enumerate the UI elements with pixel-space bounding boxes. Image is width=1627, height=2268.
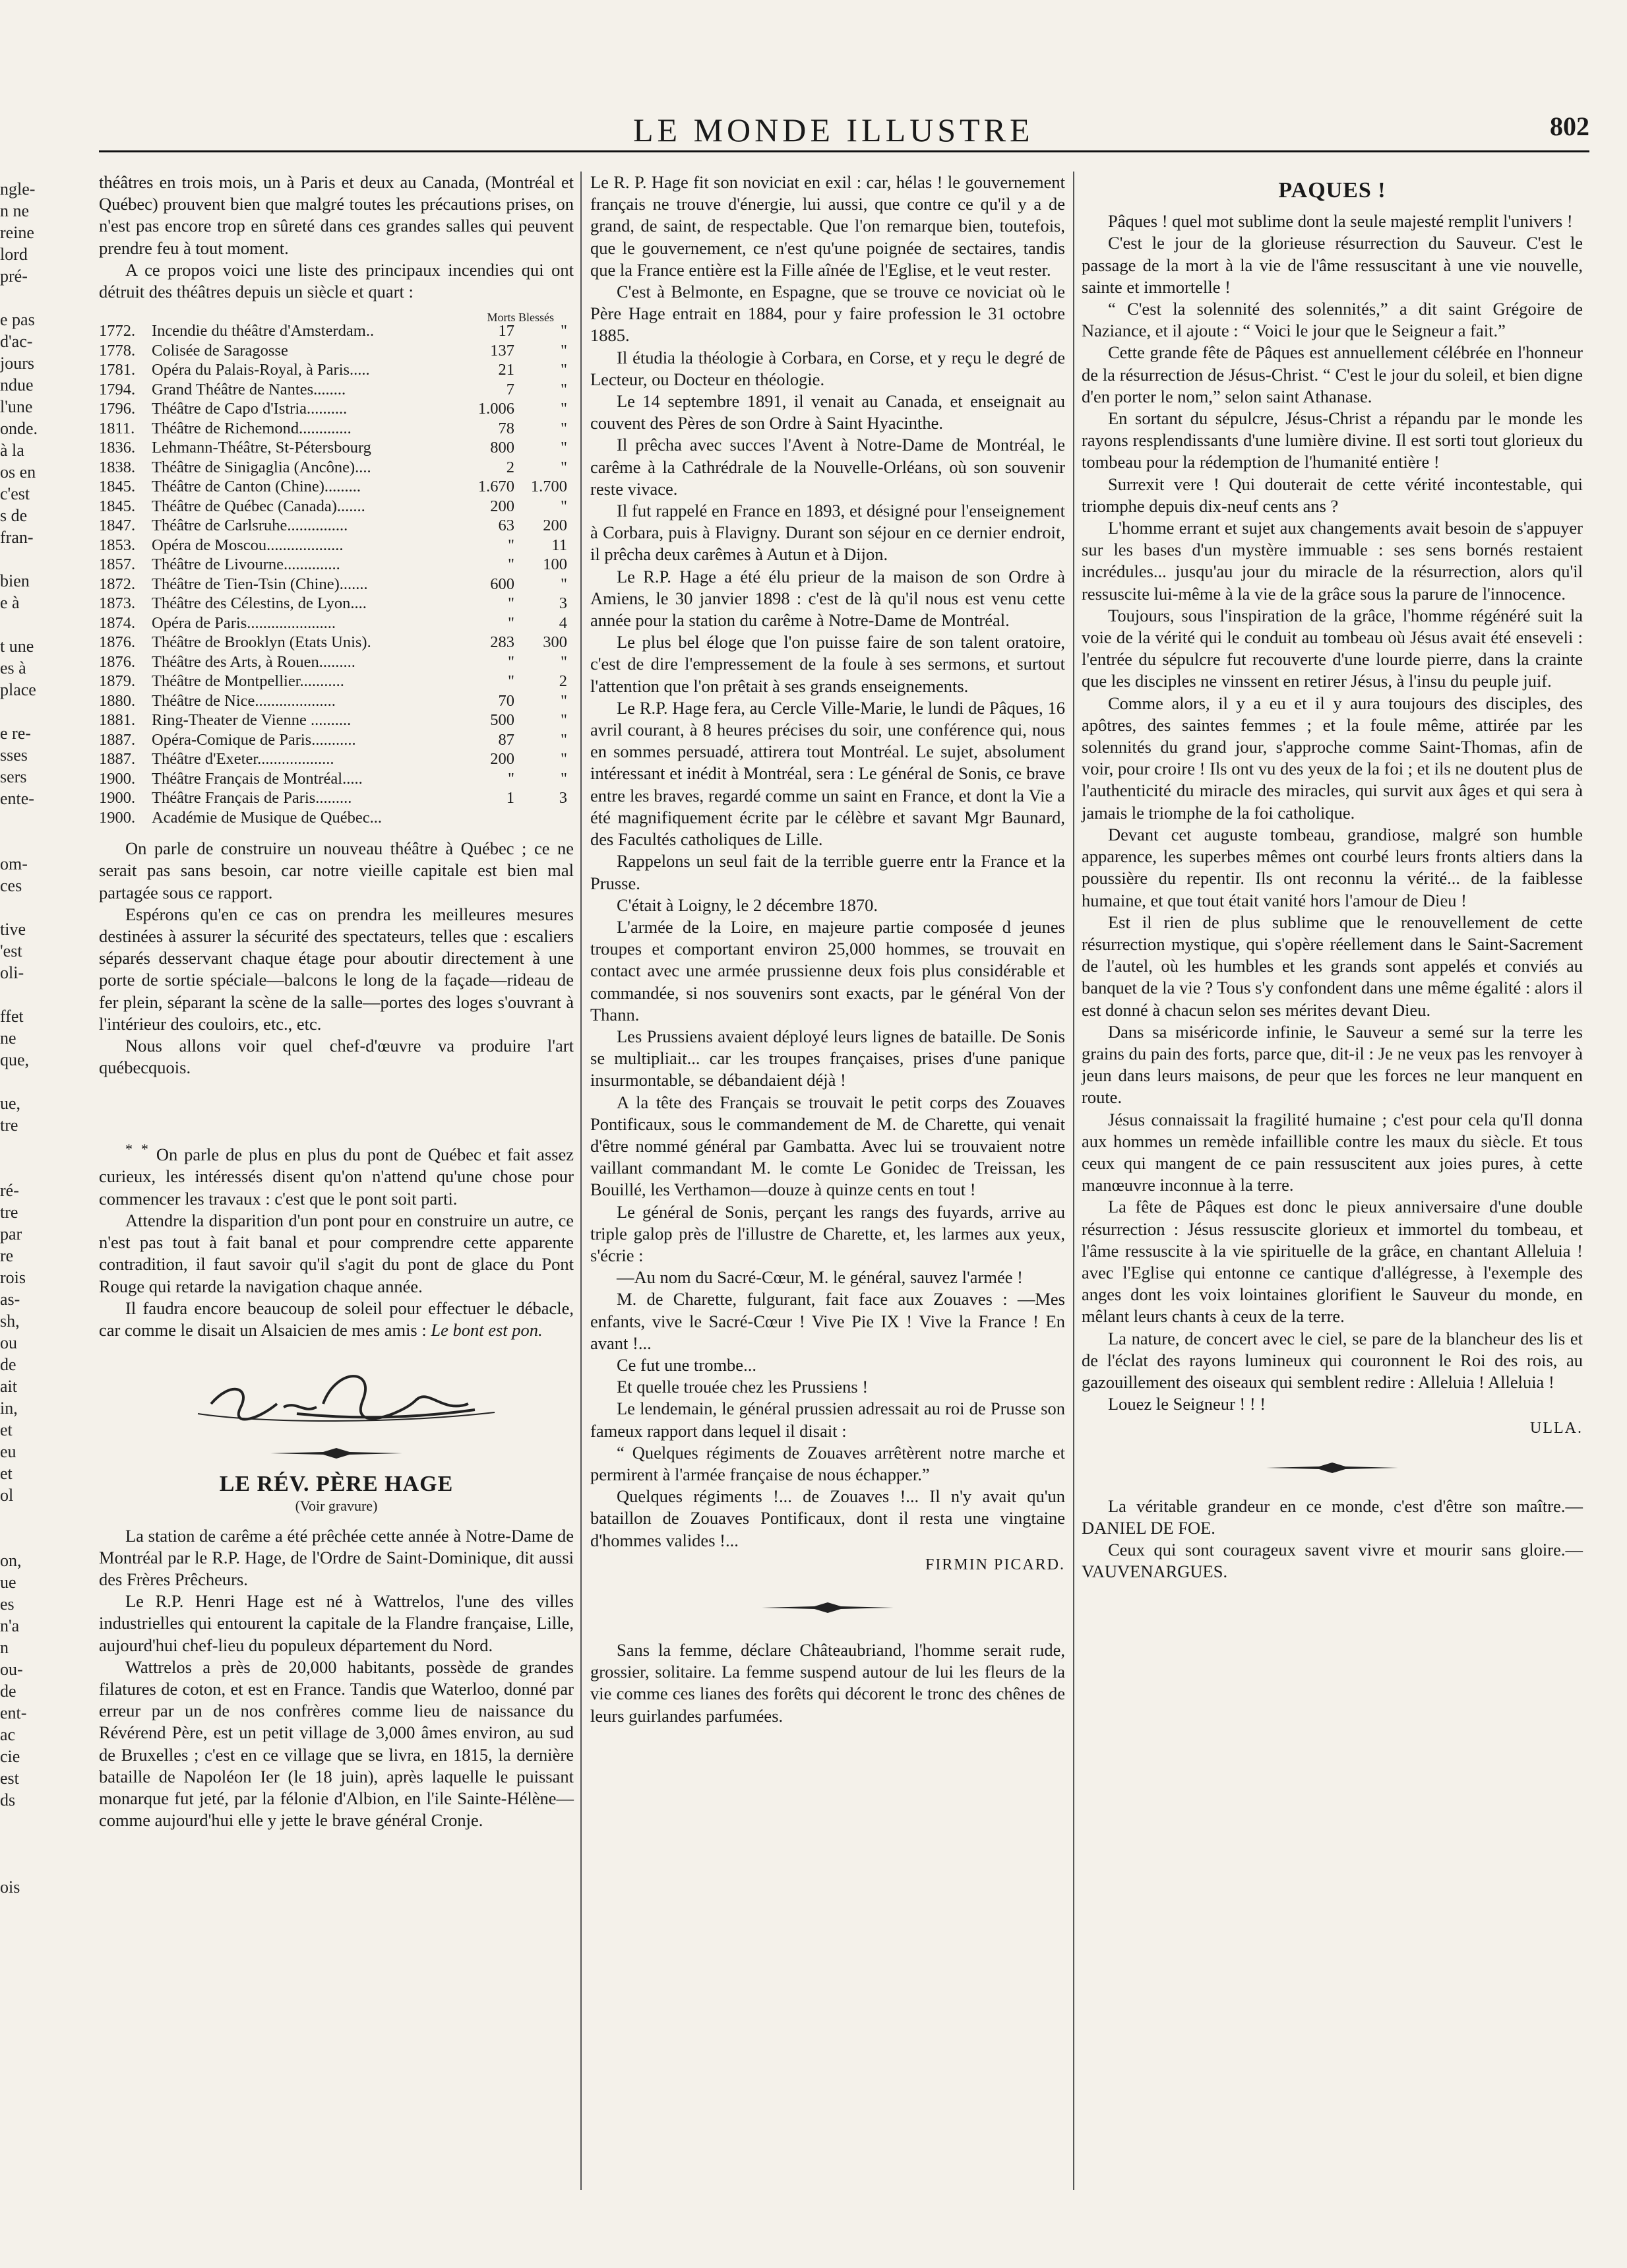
table-cell-injured: 3 <box>559 789 567 807</box>
table-cell-name: Opéra de Moscou................... <box>152 536 344 554</box>
paragraph: Pâques ! quel mot sublime dont la seule majesté remplit l'univers ! <box>1108 211 1573 232</box>
paragraph: “ C'est la solennité des solennités,” a dit saint Grégoire de Naziance, et il ajoute : “ Voici le jour que le Seigneur a fait.” <box>1082 299 1583 341</box>
margin-text: à la <box>0 441 24 460</box>
margin-text: par <box>0 1224 22 1244</box>
table-cell-year: 1847. <box>99 517 136 535</box>
table-cell-year: 1781. <box>99 361 136 379</box>
table-cell-dead: 800 <box>490 439 514 457</box>
margin-text: cie <box>0 1747 20 1766</box>
column-3 <box>1082 172 1583 1583</box>
table-cell-name: Opéra de Paris...................... <box>152 614 336 632</box>
table-cell-name: Ring-Theater de Vienne .......... <box>152 711 352 730</box>
margin-text: c'est <box>0 484 30 503</box>
table-cell-name: Opéra-Comique de Paris........... <box>152 730 356 749</box>
table-cell-dead: 17 <box>498 322 514 340</box>
table-cell-dead: " <box>507 769 514 788</box>
table-cell-year: 1778. <box>99 341 136 360</box>
margin-text <box>0 1854 46 1876</box>
table-cell-dead: 63 <box>498 517 514 535</box>
paragraph: Est il rien de plus sublime que le renouvellement de cette résurrection mystique, qui s'opère réellement dans le Saint-Sacrement de l'autel, où les humbles et les grands sont appelés et conviés au banquet de la vie ? Tous s'y confondent dans une même égalité : alors il est donné à chacun selon ses mérites devant Dieu. <box>1082 912 1583 1020</box>
table-cell-year: 1811. <box>99 419 135 437</box>
table-cell-dead: 87 <box>498 730 514 749</box>
margin-text: onde. <box>0 419 38 438</box>
author-signature: ULLA. <box>1530 1420 1583 1437</box>
table-cell-name: Théâtre de Richemond............. <box>152 419 352 437</box>
table-row <box>99 710 574 730</box>
margin-text: de <box>0 1682 16 1701</box>
table-row <box>99 575 574 594</box>
table-cell-injured: " <box>560 322 567 340</box>
table-row <box>99 769 574 789</box>
table-cell-injured: " <box>560 691 567 710</box>
table-cell-dead: 1 <box>506 789 514 807</box>
paragraph: On parle de construire un nouveau théâtre à Québec ; ce ne serait pas sans besoin, car notre vieille capitale est bien mal partagée sous ce rapport. <box>99 838 574 902</box>
table-cell-name: Théâtre des Arts, à Rouen......... <box>152 652 355 671</box>
paragraph: Quelques régiments !... de Zouaves !... Il n'y avait qu'un bataillon de Zouaves Pontificaux, dont il resta une vingtaine d'hommes valides !... <box>590 1486 1065 1550</box>
paragraph: A la tête des Français se trouvait le petit corps des Zouaves Pontificaux, sous le commandement de M. de Charette, qui venait d'être nommé général par Gambatta. Avec lui se trouvaient notre vaillant commandant M. le comte Le Gonidec de Treissan, les Bouillé, les Verthamon—douze à quinze cents en tout ! <box>590 1092 1065 1200</box>
margin-text: ffet <box>0 1007 24 1026</box>
table-cell-injured: " <box>560 750 567 769</box>
table-row <box>99 438 574 458</box>
paragraph: Rappelons un seul fait de la terrible guerre entr la France et la Prusse. <box>590 851 1065 893</box>
table-row <box>99 360 574 380</box>
paragraph: Le R.P. Hage fera, au Cercle Ville-Marie, le lundi de Pâques, 16 avril courant, à 8 heures précises du soir, une conférence qui, nous en sommes persuadé, attirera tout Montréal. Le sujet, absolument intéressant et inédit à Montréal, sera : Le général de Sonis, ce brave entre les braves, regardé comme un saint en France, et dont la Vie a été magnifiquement écrite par le célèbre et savant Mgr Baunard, des Facultés catholiques de Lille. <box>590 697 1065 850</box>
paragraph: Attendre la disparition d'un pont pour en construire un autre, ce n'est pas tout à fait banal et pour comprendre cette apparente contradition, il faut savoir qu'il s'agit du pont de glace du Pont Rouge qui retarde la navigation chaque année. <box>99 1210 574 1296</box>
margin-text: et <box>0 1420 13 1439</box>
table-cell-year: 1853. <box>99 536 136 554</box>
margin-text: ac <box>0 1725 16 1744</box>
margin-text: n <box>0 1638 9 1657</box>
margin-text: ré- <box>0 1181 19 1200</box>
paragraph: La véritable grandeur en ce monde, c'est d'être son maître.—DANIEL DE FOE. <box>1082 1496 1583 1538</box>
margin-text: ol <box>0 1486 14 1505</box>
asterism: * * <box>125 1141 150 1158</box>
table-row <box>99 536 574 555</box>
margin-text: ent- <box>0 1703 27 1722</box>
margin-text <box>0 287 46 309</box>
table-cell-dead: 600 <box>490 575 514 593</box>
table-cell-injured: " <box>560 711 567 730</box>
margin-text: s de <box>0 506 28 525</box>
paragraph: C'est le jour de la glorieuse résurrection du Sauveur. C'est le passage de la mort à la vie de l'âme ressuscitant à une vie nouvelle, sainte et immortelle ! <box>1082 233 1583 297</box>
margin-text: sers <box>0 767 27 786</box>
margin-text: d'ac- <box>0 332 33 351</box>
margin-text: e re- <box>0 724 31 743</box>
margin-text: jours <box>0 354 34 373</box>
table-cell-year: 1887. <box>99 750 136 769</box>
table-cell-name: Théâtre de Brooklyn (Etats Unis). <box>152 633 371 652</box>
column-divider <box>1073 172 1074 2190</box>
paragraph: Il étudia la théologie à Corbara, en Corse, et y reçu le degré de Lecteur, ou Docteur en théologie. <box>590 347 1065 389</box>
paragraph: Nous allons voir quel chef-d'œuvre va produire l'art québecquois. <box>99 1036 574 1078</box>
margin-text: sses <box>0 745 28 765</box>
table-cell-name: Théâtre Français de Paris......... <box>152 789 352 807</box>
paragraph: Et quelle trouée chez les Prussiens ! <box>617 1377 869 1397</box>
margin-text: et <box>0 1464 13 1483</box>
paragraph: Toujours, sous l'inspiration de la grâce, l'homme régénéré suit la voie de la vérité qui le conduit au tombeau où Jésus avait été enseveli : l'entrée du sépulcre fut recouverte d'une lourde pierre, dans la crainte que les disciples ne vinssent en retirer Jésus, à l'insu du peuple juif. <box>1082 605 1583 691</box>
margin-text: ds <box>0 1790 16 1810</box>
margin-text: ngle- <box>0 179 36 199</box>
paragraph: Sans la femme, déclare Châteaubriand, l'homme serait rude, grossier, solitaire. La femme suspend autour de lui les fleurs de la vie comme ces lianes des forêts qui décorent le tronc des chênes de leurs guirlandes parfumées. <box>590 1640 1065 1726</box>
paragraph: Il faudra encore beaucoup de soleil pour effectuer le débacle, car comme le disait un Alsaicien de mes amis : <box>99 1298 574 1340</box>
table-row <box>99 399 574 419</box>
table-cell-injured: " <box>560 730 567 749</box>
margin-text: n'a <box>0 1616 20 1635</box>
paragraph: Comme alors, il y a eu et il y aura toujours des disciples, des apôtres, des saintes femmes ; et la foule même, attirée par les solennités du grand jour, s'approche comme Saint-Thomas, afin de voir, pour croire ! Ils ont vu des yeux de la foi ; et ils ne doutent plus de l'authenticité du miracle des miracles, qui survit aux âges et qui sera à jamais le triomphe de la foi catholique. <box>1082 693 1583 823</box>
margin-text <box>0 1811 46 1833</box>
table-cell-injured: " <box>560 497 567 515</box>
margin-text: on, <box>0 1551 22 1570</box>
table-cell-year: 1796. <box>99 400 136 418</box>
margin-text: pré- <box>0 267 28 286</box>
margin-text: tre <box>0 1203 18 1222</box>
paragraph: Dans sa miséricorde infinie, le Sauveur a semé sur la terre les grains du pain des forts, parce que, dit-il : Je ne veux pas les renvoyer à jeun dans leurs maisons, de peur que les forces ne leur manquent en route. <box>1082 1021 1583 1108</box>
table-cell-name: Théâtre Français de Montréal..... <box>152 769 363 788</box>
margin-text <box>0 1833 46 1854</box>
paragraph: Le R.P. Henri Hage est né à Wattrelos, l'une des villes industrielles qui entourent la capitale de la Flandre française, Lille, aujourd'hui chef-lieu du populeux département du Nord. <box>99 1591 574 1655</box>
margin-text <box>0 809 46 831</box>
table-cell-year: 1872. <box>99 575 136 593</box>
margin-text: est <box>0 1769 19 1788</box>
table-row <box>99 652 574 672</box>
table-cell-dead: 78 <box>498 419 514 437</box>
paragraph: Ceux qui sont courageux savent vivre et mourir sans gloire.—VAUVENARGUES. <box>1082 1539 1583 1582</box>
table-cell-injured: " <box>560 380 567 398</box>
table-cell-injured <box>514 808 567 828</box>
table-cell-year: 1876. <box>99 652 136 671</box>
table-cell-year: 1845. <box>99 497 136 515</box>
table-row <box>99 516 574 536</box>
table-row <box>99 808 574 828</box>
margin-text: ois <box>0 1877 20 1897</box>
margin-text: es <box>0 1594 15 1614</box>
margin-text: tre <box>0 1116 18 1135</box>
table-cell-dead <box>462 808 514 828</box>
table-cell-name: Théâtre de Canton (Chine)......... <box>152 478 361 496</box>
column-1 <box>99 172 574 1831</box>
divider-ornament <box>99 1440 574 1466</box>
quote: Le bont est pon. <box>431 1319 543 1340</box>
paragraph: Louez le Seigneur ! ! ! <box>1108 1394 1266 1414</box>
table-cell-year: 1900. <box>99 808 136 827</box>
table-row <box>99 633 574 652</box>
table-row <box>99 594 574 614</box>
table-cell-injured: 3 <box>559 594 567 613</box>
table-cell-name: Théâtre de Carlsruhe............... <box>152 517 348 535</box>
paragraph: C'était à Loigny, le 2 décembre 1870. <box>617 895 878 915</box>
paragraph: La fête de Pâques est donc le pieux anniversaire d'une double résurrection : Jésus ressuscite glorieux et immortel du tombeau, et l'âme ressuscite à la vie spirituelle de la grâce, en chantant Alleluia ! avec l'Eglise qui entonne ce cantique d'allégresse, à l'exemple des anges dont les voix lointaines glorifient le Sauveur du monde, en mêlant leurs chants à ceux de la terre. <box>1082 1197 1583 1327</box>
table-cell-year: 1772. <box>99 322 136 340</box>
paragraph: Jésus connaissait la fragilité humaine ; c'est pour cela qu'Il donna aux hommes un remède infaillible contre les maux du siècle. Et tous ceux qui mangent de ce pain ressuscitent aux joies pures, à cette manœuvre inconnue à la terre. <box>1082 1109 1583 1195</box>
margin-text: re <box>0 1246 14 1265</box>
table-cell-injured: 11 <box>551 536 567 554</box>
table-cell-dead: 283 <box>490 633 514 652</box>
margin-text <box>0 1506 46 1528</box>
author-signature: FIRMIN PICARD. <box>925 1556 1065 1573</box>
table-cell-year: 1876. <box>99 633 136 652</box>
table-cell-year: 1880. <box>99 691 136 710</box>
handwritten-signature <box>99 1341 574 1440</box>
table-cell-dead: 7 <box>506 380 514 398</box>
table-row <box>99 321 574 341</box>
table-row <box>99 730 574 750</box>
margin-text <box>0 1136 46 1158</box>
margin-text: l'une <box>0 397 33 416</box>
margin-text: om- <box>0 854 28 873</box>
margin-text: n ne <box>0 201 30 220</box>
paragraph: “ Quelques régiments de Zouaves arrêtèrent notre marche et permirent à l'armée française de nous échapper.” <box>590 1442 1065 1484</box>
table-row <box>99 477 574 497</box>
table-cell-name: Théâtre de Tien-Tsin (Chine)....... <box>152 575 368 593</box>
table-cell-name: Théâtre de Capo d'Istria.......... <box>152 400 348 418</box>
previous-page-margin <box>0 178 46 1898</box>
table-cell-injured: " <box>560 575 567 593</box>
table-cell-name: Théâtre d'Exeter................... <box>152 750 334 769</box>
table-cell-dead: " <box>507 555 514 574</box>
margin-text <box>0 1071 46 1092</box>
table-cell-year: 1845. <box>99 478 136 496</box>
table-cell-injured: " <box>560 419 567 437</box>
paragraph: Le lendemain, le général prussien adressait au roi de Prusse son fameux rapport dans lequel il disait : <box>590 1399 1065 1441</box>
margin-text: 'est <box>0 941 22 961</box>
paragraph: Devant cet auguste tombeau, grandiose, malgré son humble apparence, les superbes mêmes ont courbé leurs fronts altiers dans la poussière du repentir. Ils ont reconnu la vérité... de la faiblesse humaine, et que tout était vanité hors l'amour de Dieu ! <box>1082 824 1583 910</box>
margin-text: es à <box>0 658 26 677</box>
table-row <box>99 691 574 711</box>
paragraph: Le plus bel éloge que l'on puisse faire de son talent oratoire, c'est de dire l'empressement de la foule à ses sermons, et surtout l'attention que l'on prêtait à ses grands enseignements. <box>590 632 1065 696</box>
table-cell-injured: 2 <box>559 672 567 691</box>
paragraph: Ce fut une trombe... <box>617 1354 756 1375</box>
table-row <box>99 555 574 575</box>
margin-text <box>0 984 46 1005</box>
table-cell-injured: " <box>560 652 567 671</box>
table-cell-name: Colisée de Saragosse <box>152 341 288 360</box>
paragraph: La station de carême a été prêchée cette année à Notre-Dame de Montréal par le R.P. Hage, de l'Ordre de Saint-Dominique, dit aussi des Frères Prêcheurs. <box>99 1525 574 1589</box>
table-cell-dead: 1.006 <box>477 400 514 418</box>
table-cell-name: Théâtre de Québec (Canada)....... <box>152 497 365 515</box>
paragraph: Espérons qu'en ce cas on prendra les meilleures mesures destinées à assurer la sécurité des spectateurs, telles que : escaliers séparés desservant chaque étage pour aboutir directement à une porte de sortie spéciale—balcons le long de la façade—rideau de fer plein, séparant la scène de la salle—portes des loges s'ouvrant à l'intérieur des couloirs, etc., etc. <box>99 904 574 1034</box>
table-cell-injured: " <box>560 400 567 418</box>
table-cell-year: 1900. <box>99 769 136 788</box>
margin-text: os en <box>0 462 36 482</box>
table-cell-injured: " <box>560 341 567 360</box>
margin-text: eu <box>0 1442 16 1461</box>
paragraph: Les Prussiens avaient déployé leurs lignes de bataille. De Sonis se multipliait... car les troupes françaises, prises d'une panique insurmontable, se débandaient déjà ! <box>590 1026 1065 1090</box>
margin-text: ou <box>0 1333 17 1352</box>
column-divider <box>580 172 582 2190</box>
margin-text: t une <box>0 637 34 656</box>
paragraph: théâtres en trois mois, un à Paris et deux au Canada, (Montréal et Québec) prouvent bien que malgré toutes les précautions prises, on n'est pas encore trop en sûreté dans ces grandes salles qui peuvent prendre feu à tout moment. <box>99 172 574 258</box>
table-row <box>99 497 574 517</box>
paragraph: Le général de Sonis, perçant les rangs des fuyards, arrive au triple galop près de l'illustre de Charette, et, les larmes aux yeux, s'écrie : <box>590 1201 1065 1265</box>
paragraph: —Au nom du Sacré-Cœur, M. le général, sauvez l'armée ! <box>617 1267 1023 1288</box>
table-cell-name: Lehmann-Théâtre, St-Pétersbourg <box>152 439 371 457</box>
table-cell-year: 1879. <box>99 672 136 691</box>
margin-text: bien <box>0 571 30 590</box>
paragraph: M. de Charette, fulgurant, fait face aux Zouaves : —Mes enfants, vive le Sacré-Cœur ! Vive Pie IX ! Vive la France ! En avant !... <box>590 1289 1065 1353</box>
table-row <box>99 788 574 808</box>
paragraph: A ce propos voici une liste des principaux incendies qui ont détruit des théâtres depuis un siècle et quart : <box>99 259 574 302</box>
table-row <box>99 419 574 439</box>
margin-text: de <box>0 1355 16 1374</box>
table-cell-dead: " <box>507 536 514 554</box>
article-heading: PAQUES ! <box>1278 178 1386 203</box>
table-cell-year: 1881. <box>99 711 136 730</box>
table-cell-dead: 2 <box>506 458 514 476</box>
table-cell-injured: 200 <box>543 517 567 535</box>
divider-ornament <box>590 1594 1065 1621</box>
margin-text <box>0 831 46 853</box>
column-2 <box>590 172 1065 1727</box>
paragraph: La nature, de concert avec le ciel, se pare de la blancheur des lis et de l'éclat des rayons lumineux qui couronnent le Roi des rois, au gazouillement des oiseaux qui semblent redire : Alleluia ! Alleluia ! <box>1082 1328 1583 1392</box>
margin-text <box>0 1158 46 1180</box>
paragraph: Cette grande fête de Pâques est annuellement célébrée en l'honneur de la résurrection de Jésus-Christ. “ C'est le jour du soleil, et bien digne d'en porter le nom,” selon saint Athanase. <box>1082 342 1583 406</box>
paragraph: En sortant du sépulcre, Jésus-Christ a répandu par le monde les rayons resplendissants d'une lumière divine. Il est sorti tout glorieux du tombeau pour la rédemption de l'humanité entière ! <box>1082 408 1583 472</box>
margin-text: ente- <box>0 789 34 808</box>
table-cell-dead: " <box>507 652 514 671</box>
margin-text <box>0 897 46 918</box>
table-cell-year: 1900. <box>99 789 136 807</box>
table-cell-dead: 500 <box>490 711 514 730</box>
table-cell-dead: 1.670 <box>477 478 514 496</box>
header-rule <box>99 150 1589 152</box>
margin-text: tive <box>0 920 26 939</box>
table-cell-dead: " <box>507 614 514 632</box>
margin-text: ou- <box>0 1660 23 1679</box>
table-cell-name: Théâtre de Livourne.............. <box>152 555 340 574</box>
margin-text: fran- <box>0 528 34 547</box>
margin-text: place <box>0 680 36 699</box>
table-cell-year: 1874. <box>99 614 136 632</box>
table-row <box>99 614 574 633</box>
margin-text: e à <box>0 593 20 612</box>
article-subheading: (Voir gravure) <box>295 1497 378 1515</box>
margin-text: lord <box>0 245 28 264</box>
margin-text: reine <box>0 223 34 242</box>
paragraph: Il fut rappelé en France en 1893, et désigné pour l'enseignement à Corbara, puis à Flavigny. Durant son séjour en ce dernier endroit, il prêcha deux carêmes à Autun et à Dijon. <box>590 501 1065 565</box>
table-cell-year: 1887. <box>99 730 136 749</box>
margin-text: ait <box>0 1377 17 1396</box>
table-cell-name: Incendie du théâtre d'Amsterdam.. <box>152 322 375 340</box>
table-cell-dead: 21 <box>498 361 514 379</box>
paragraph: C'est à Belmonte, en Espagne, que se trouve ce noviciat où le Père Hage entrait en 1884, pour y faire profession le 31 octobre 1885. <box>590 282 1065 346</box>
table-cell-injured: 1.700 <box>530 478 567 496</box>
margin-text: as- <box>0 1290 20 1309</box>
margin-text: ue, <box>0 1094 21 1113</box>
table-row <box>99 672 574 691</box>
table-cell-name: Théâtre des Célestins, de Lyon.... <box>152 594 367 613</box>
table-row <box>99 749 574 769</box>
table-cell-name: Grand Théâtre de Nantes........ <box>152 380 346 398</box>
page-number: 802 <box>1550 111 1589 141</box>
divider-ornament <box>1082 1455 1583 1481</box>
margin-text: sh, <box>0 1311 20 1331</box>
margin-text: e pas <box>0 310 35 329</box>
table-cell-injured: 100 <box>543 555 567 574</box>
table-cell-year: 1836. <box>99 439 136 457</box>
margin-text: ndue <box>0 375 34 394</box>
table-cell-dead: 200 <box>490 750 514 769</box>
paragraph: Wattrelos a près de 20,000 habitants, possède de grandes filatures de coton, et est en France. Tandis que Waterloo, donné par erreur par un de nos confrères comme lieu de naissance du Révérend Père, est un petit village de 3,000 âmes environ, au sud de Bruxelles ; c'est en ce village que se livra, en 1815, la dernière bataille de Napoléon Ier (le 18 juin), après laquelle le puissant monarque fut jeté, par la félonie d'Albion, en l'ile Sainte-Hélène—comme aujourd'hui elle y jette le brave général Cronje. <box>99 1656 574 1831</box>
paragraph: L'armée de la Loire, en majeure partie composée d jeunes troupes et comportant environ 25,000 hommes, se trouvait en contact avec une armée prussienne deux fois plus considérable et commandée, si nos souvenirs sont exacts, par le général Von der Thann. <box>590 916 1065 1024</box>
table-cell-name: Théâtre de Nice.................... <box>152 691 336 710</box>
table-cell-dead: " <box>507 672 514 691</box>
margin-text <box>0 614 46 635</box>
paragraph: Il prêcha avec succes l'Avent à Notre-Dame de Montréal, le carême à la Cathrédrale de la Nouvelle-Orléans, où son souvenir reste vivace. <box>590 435 1065 499</box>
paragraph: L'homme errant et sujet aux changements avait besoin de s'appuyer sur les bases d'un mystère immuable : ses sens bornés restaient incrédules... jusqu'au jour du miracle de la résurrection, alors qu'il ressuscite lui-même à la vie de la grâce sous la parure de l'innocence. <box>1082 518 1583 604</box>
table-row <box>99 380 574 400</box>
table-cell-year: 1873. <box>99 594 136 613</box>
article-heading: LE RÉV. PÈRE HAGE <box>219 1472 454 1497</box>
table-cell-injured: 300 <box>543 633 567 652</box>
margin-text: rois <box>0 1268 26 1287</box>
table-header: Morts Blessés <box>487 311 554 325</box>
margin-text: in, <box>0 1399 18 1418</box>
margin-text <box>0 1528 46 1550</box>
table-cell-injured: " <box>560 361 567 379</box>
table-cell-injured: " <box>560 439 567 457</box>
theatre-fires-table <box>99 308 574 827</box>
paragraph: Le R.P. Hage a été élu prieur de la maison de son Ordre à Amiens, le 30 janvier 1898 : c'est de là qu'il nous est venu cette année pour la station du carême à Notre-Dame de Montréal. <box>590 566 1065 631</box>
paragraph: Le R. P. Hage fit son noviciat en exil : car, hélas ! le gouvernement français ne trouve d'énergie, lui aussi, que contre ce qu'il y a de grand, de saint, de respectable. Que l'on remarque bien, toutefois, que le gouvernement, ce n'est qu'une poignée de sectaires, tandis que la France entière est la Fille aînée de l'Eglise, et le veut rester. <box>590 172 1065 280</box>
table-cell-injured: 4 <box>559 614 567 632</box>
table-cell-name: Théâtre de Montpellier........... <box>152 672 344 691</box>
page-header <box>99 99 1589 152</box>
table-cell-year: 1838. <box>99 458 136 476</box>
paragraph: On parle de plus en plus du pont de Québec et fait assez curieux, les intéressés disent qu'on n'attend qu'une chose pour commencer les travaux : c'est que le pont soit parti. <box>99 1145 574 1209</box>
margin-text <box>0 701 46 722</box>
margin-text: oli- <box>0 963 24 982</box>
margin-text <box>0 548 46 570</box>
margin-text: ne <box>0 1028 16 1048</box>
table-cell-year: 1794. <box>99 380 136 398</box>
paragraph: Surrexit vere ! Qui douterait de cette vérité incontestable, qui triomphe depuis dix-neuf cents ans ? <box>1082 474 1583 516</box>
table-cell-dead: 70 <box>498 691 514 710</box>
masthead-title: LE MONDE ILLUSTRE <box>633 111 1034 148</box>
table-cell-dead: 137 <box>490 341 514 360</box>
margin-text: ces <box>0 876 22 895</box>
table-cell-injured: " <box>560 769 567 788</box>
paragraph: Le 14 septembre 1891, il venait au Canada, et enseignait au couvent des Pères de son Ordre à Saint Hyacinthe. <box>590 391 1065 433</box>
table-cell-name: Opéra du Palais-Royal, à Paris..... <box>152 361 370 379</box>
table-cell-dead: 200 <box>490 497 514 515</box>
table-row <box>99 341 574 361</box>
table-cell-dead: " <box>507 594 514 613</box>
table-cell-year: 1857. <box>99 555 136 574</box>
table-cell-name: Académie de Musique de Québec... <box>152 808 382 827</box>
margin-text: ue <box>0 1573 16 1592</box>
table-cell-injured: " <box>560 458 567 476</box>
margin-text: que, <box>0 1050 30 1069</box>
table-row <box>99 458 574 478</box>
table-cell-name: Théâtre de Sinigaglia (Ancône).... <box>152 458 371 476</box>
